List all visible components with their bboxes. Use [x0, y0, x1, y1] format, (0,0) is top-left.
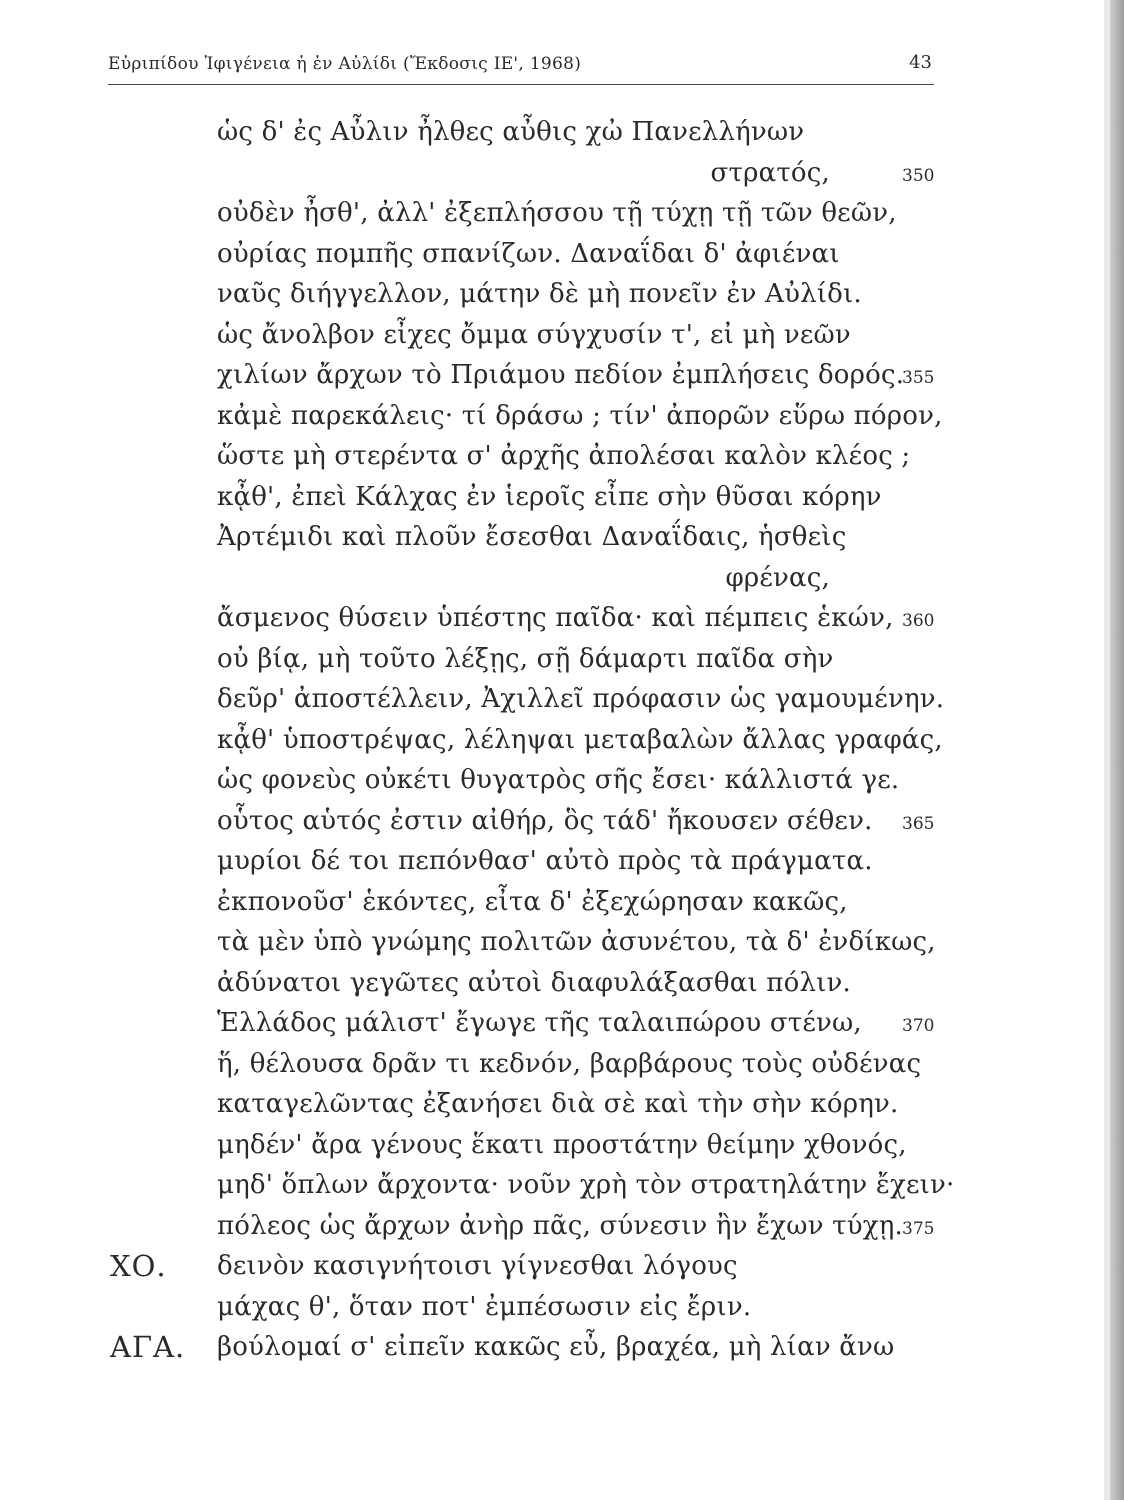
verse-line: [110, 882, 960, 923]
verse-text: ἀδύνατοι γεγῶτες αὐτοὶ διαφυλάξασθαι πόλιν.: [217, 967, 851, 998]
verse-line: [110, 517, 960, 558]
line-number: 370: [902, 1016, 935, 1036]
verse-line: [110, 841, 960, 882]
verse-text: κᾆθ', ἐπεὶ Κάλχας ἐν ἱεροῖς εἶπε σὴν θῦσαι κόρην: [217, 481, 882, 512]
verse-text: ἄσμενος θύσειν ὑπέστης παῖδα· καὶ πέμπεις ἑκών,: [217, 603, 894, 633]
verse-line: [110, 639, 960, 680]
verse-line: [110, 963, 960, 1004]
verse-line: [110, 396, 960, 437]
verse-text: οὐ βίᾳ, μὴ τοῦτο λέξῃς, σῇ δάμαρτι παῖδα σὴν: [217, 643, 834, 674]
verse-text: βούλομαί σ' εἰπεῖν κακῶς εὖ, βραχέα, μὴ λίαν ἄνω: [217, 1332, 895, 1362]
verse-text: ναῦς διήγγελλον, μάτην δὲ μὴ πονεῖν ἐν Αὐλίδι.: [217, 279, 862, 309]
verse-line: [110, 153, 960, 194]
verse-line: [110, 720, 960, 761]
verse-text: μάχας θ', ὅταν ποτ' ἐμπέσωσιν εἰς ἔριν.: [217, 1291, 752, 1322]
verse-line: [110, 274, 960, 315]
verse-block: [110, 112, 960, 1368]
verse-line: [110, 1044, 960, 1085]
verse-text: οὐρίας πομπῆς σπανίζων. Δαναΐδαι δ' ἀφιέναι: [217, 238, 840, 269]
verse-text: ὡς ἄνολβον εἶχες ὄμμα σύγχυσίν τ', εἰ μὴ νεῶν: [217, 319, 851, 350]
verse-text: κᾆθ' ὑποστρέψας, λέληψαι μεταβαλὼν ἄλλας γραφάς,: [217, 724, 943, 755]
verse-text: φρένας,: [725, 562, 830, 593]
verse-line: [110, 598, 960, 639]
verse-text: στρατός,: [710, 157, 830, 188]
verse-line: [110, 315, 960, 356]
line-number: 365: [902, 813, 935, 834]
verse-text: οὗτος αὑτός ἐστιν αἰθήρ, ὃς τάδ' ἤκουσεν σέθεν.: [217, 805, 873, 836]
verse-line: [110, 679, 960, 720]
verse-line: [110, 234, 960, 275]
verse-line: [110, 477, 960, 518]
running-head: [108, 46, 934, 85]
verse-text: μυρίοι δέ τοι πεπόνθασ' αὐτὸ πρὸς τὰ πράγματα.: [217, 846, 873, 876]
line-number: 355: [902, 368, 935, 388]
verse-text: ἥ, θέλουσα δρᾶν τι κεδνόν, βαρβάρους τοὺς οὐδένας: [217, 1048, 922, 1079]
verse-text: ὡς φονεὺς οὐκέτι θυγατρὸς σῆς ἔσει· κάλλιστά γε.: [217, 765, 900, 795]
verse-line: [110, 1327, 960, 1368]
verse-text: κἀμὲ παρεκάλεις· τί δράσω ; τίν' ἀπορῶν εὕρω πόρον,: [217, 400, 943, 431]
verse-text: ἐκπονοῦσ' ἑκόντες, εἶτα δ' ἐξεχώρησαν κακῶς,: [217, 886, 848, 917]
verse-text: ὥστε μὴ στερέντα σ' ἀρχῆς ἀπολέσαι καλὸν κλέος ;: [217, 441, 911, 471]
verse-line: [110, 801, 960, 842]
verse-line: [110, 1125, 960, 1166]
verse-text: πόλεος ὡς ἄρχων ἀνὴρ πᾶς, σύνεσιν ἢν ἔχων τύχῃ.: [217, 1210, 903, 1241]
verse-text: καταγελῶντας ἐξανήσει διὰ σὲ καὶ τὴν σὴν κόρην.: [217, 1089, 899, 1119]
verse-text: Ἀρτέμιδι καὶ πλοῦν ἔσεσθαι Δαναΐδαις, ἡσθεὶς: [217, 522, 847, 552]
verse-line: [110, 1003, 960, 1044]
verse-text: μηδ' ὅπλων ἄρχοντα· νοῦν χρὴ τὸν στρατηλάτην ἔχειν·: [217, 1170, 955, 1200]
running-title: Εὐριπίδου Ἰφιγένεια ἡ ἐν Αὐλίδι (Ἔκδοσις ΙΕ', 1968): [108, 54, 582, 74]
verse-text: δεῦρ' ἀποστέλλειν, Ἀχιλλεῖ πρόφασιν ὡς γαμουμένην.: [217, 684, 945, 714]
line-number: 375: [902, 1218, 935, 1239]
verse-line: [110, 1165, 960, 1206]
verse-line: [110, 355, 960, 396]
verse-text: οὐδὲν ἦσθ', ἀλλ' ἐξεπλήσσου τῇ τύχῃ τῇ τῶν θεῶν,: [217, 198, 897, 228]
verse-line: [110, 193, 960, 234]
line-number: 350: [902, 165, 935, 186]
verse-line: [110, 922, 960, 963]
line-number: 360: [902, 611, 935, 631]
verse-text: Ἑλλάδος μάλιστ' ἔγωγε τῆς ταλαιπώρου στένω,: [217, 1008, 862, 1038]
page-number: 43: [909, 52, 932, 73]
verse-line: [110, 1287, 960, 1328]
verse-line: [110, 112, 960, 153]
book-edge: [1110, 0, 1124, 1500]
verse-line: [110, 1206, 960, 1247]
speaker-label: ΑΓΑ.: [110, 1330, 186, 1364]
verse-line: [110, 436, 960, 477]
verse-text: τὰ μὲν ὑπὸ γνώμης πολιτῶν ἀσυνέτου, τὰ δ' ἐνδίκως,: [217, 927, 936, 957]
verse-line: [110, 1246, 960, 1287]
verse-line: [110, 760, 960, 801]
verse-line: [110, 558, 960, 599]
verse-text: χιλίων ἄρχων τὸ Πριάμου πεδίον ἐμπλήσεις δορός.: [217, 360, 905, 390]
verse-text: μηδέν' ἄρα γένους ἕκατι προστάτην θείμην χθονός,: [217, 1129, 907, 1160]
speaker-label: ΧΟ.: [110, 1249, 167, 1283]
verse-line: [110, 1084, 960, 1125]
verse-text: δεινὸν κασιγνήτοισι γίγνεσθαι λόγους: [217, 1251, 738, 1281]
verse-text: ὡς δ' ἐς Αὖλιν ἦλθες αὖθις χὠ Πανελλήνων: [217, 117, 805, 147]
